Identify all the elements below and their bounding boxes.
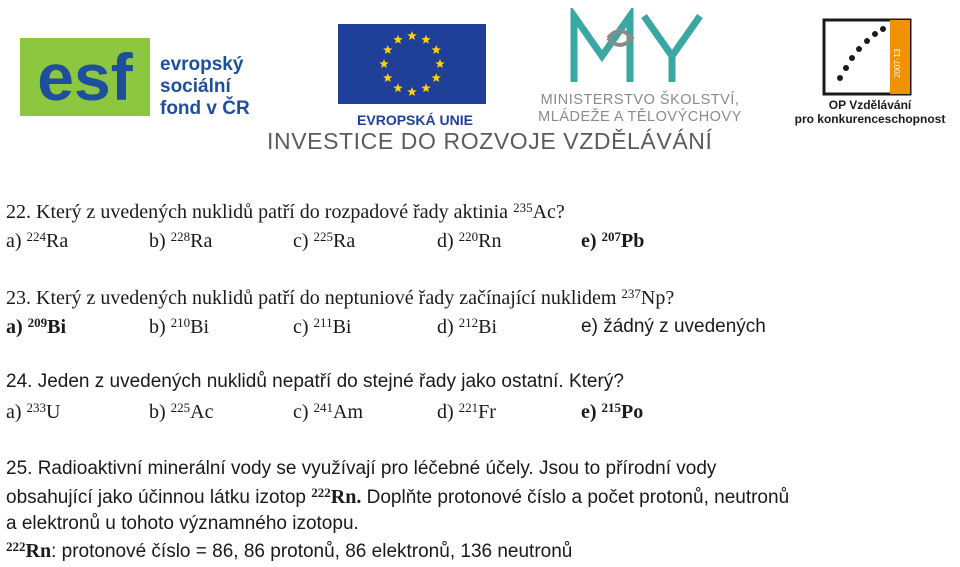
q22-option-e: e) $^{207}$Pb [581, 229, 645, 252]
q23-options [6, 315, 946, 341]
q23-option-c: c) $^{211}$Bi [293, 315, 352, 338]
esf-word: esf [37, 40, 133, 114]
q22-option-d: d) $^{220}$Rn [437, 229, 502, 252]
msmt-line-1: MINISTERSTVO ŠKOLSTVÍ, [540, 92, 740, 108]
op-caption [780, 98, 960, 126]
q24-option-d: d) $^{221}$Fr [437, 400, 496, 423]
q24-options [6, 400, 946, 426]
eu-flag-icon [338, 24, 486, 104]
q24-option-e: e) $^{215}$Po [581, 400, 644, 423]
op-line-2: pro konkurenceschopnost [794, 112, 946, 126]
op-mark-icon [822, 18, 912, 96]
q22-option-a: a) $^{224}$Ra [6, 229, 69, 252]
esf-caption [160, 54, 250, 120]
q23-option-b: b) $^{210}$Bi [149, 315, 210, 338]
esf-logo [20, 32, 320, 122]
op-line-1: OP Vzdělávání [828, 98, 912, 112]
q23-text: 23. Který z uvedených nuklidů patří do neptuniové řady začínající nuklidem [6, 287, 622, 309]
q23-sup: 237 [621, 286, 641, 301]
q22-options [6, 229, 946, 255]
q24-option-b: b) $^{225}$Ac [149, 400, 214, 423]
q23-option-e: e) žádný z uvedených [581, 316, 766, 337]
q23-option-a: a) $^{209}$Bi [6, 315, 67, 338]
q22-text: 22. Který z uvedených nuklidů patří do rozpadové řady aktinia [6, 201, 514, 223]
q25-line-3: a elektronů u tohoto významného izotopu. [6, 513, 359, 534]
q22-option-c: c) $^{225}$Ra [293, 229, 356, 252]
q23-option-d: d) $^{212}$Bi [437, 315, 498, 338]
header-logos [0, 0, 960, 170]
eu-label: EVROPSKÁ UNIE [357, 112, 473, 128]
q24-option-a: a) $^{233}$U [6, 400, 61, 423]
q25-line-2: obsahující jako účinnou látku izotop $^{222}$Rn. Doplňte protonové číslo a počet protonů, neutronů [6, 485, 790, 508]
q22-text-after: Ac? [532, 201, 565, 223]
q23-text-after: Np? [640, 287, 675, 309]
msmt-caption [500, 92, 780, 126]
q24-option-c: c) $^{241}$Am [293, 400, 364, 423]
op-years: 2007-13 [893, 48, 902, 78]
question-23 [6, 286, 674, 310]
question-24: 24. Jeden z uvedených nuklidů nepatří do stejné řady jako ostatní. Který? [6, 371, 624, 392]
esf-line-2: sociální [160, 76, 231, 97]
q25-line-1: 25. Radioaktivní minerální vody se využívají pro léčebné účely. Jsou to přírodní vody [6, 458, 717, 479]
op-logo [780, 18, 960, 128]
q22-sup: 235 [513, 200, 533, 215]
q22-option-b: b) $^{228}$Ra [149, 229, 213, 252]
q25-answer: $^{222}$Rn: protonové číslo = 86, 86 protonů, 86 elektronů, 136 neutronů [6, 539, 573, 562]
msmt-logo [500, 8, 780, 128]
msmt-mark-icon [568, 8, 708, 88]
esf-line-3: fond v ČR [160, 98, 250, 119]
eu-logo [330, 20, 495, 128]
slogan: INVESTICE DO ROZVOJE VZDĚLÁVÁNÍ [267, 128, 713, 154]
esf-line-1: evropský [160, 54, 244, 75]
question-22 [6, 200, 565, 224]
esf-mark-icon [20, 38, 150, 116]
msmt-line-2: MLÁDEŽE A TĚLOVÝCHOVY [538, 109, 742, 125]
